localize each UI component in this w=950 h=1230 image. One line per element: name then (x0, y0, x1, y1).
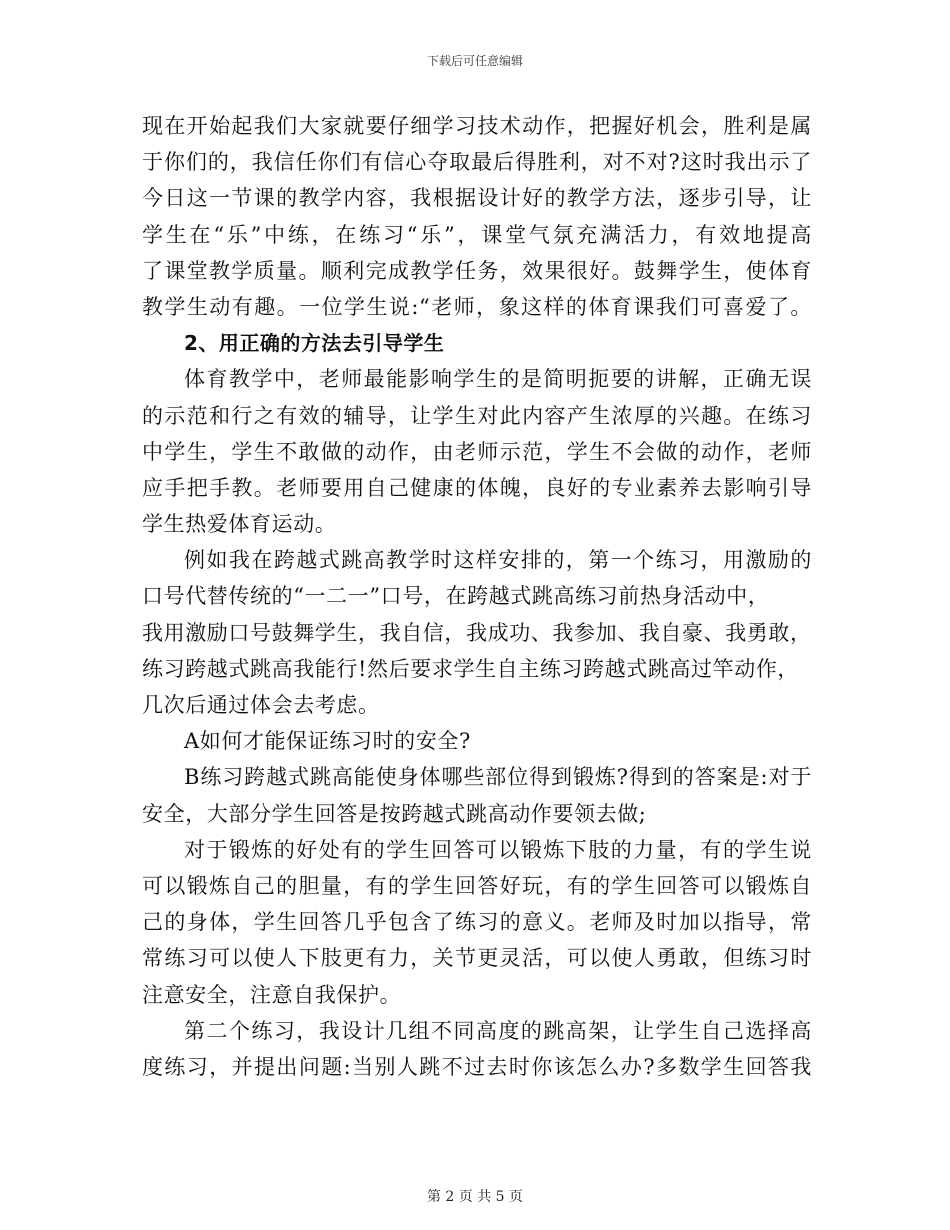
body-line: 注意安全，注意自我保护。 (142, 982, 402, 1007)
body-line: 学生在“乐”中练，在练习“乐”，课堂气氛充满活力，有效地提高 (142, 222, 812, 247)
body-line: 练习跨越式跳高我能行!然后要求学生自主练习跨越式跳高过竿动作， (142, 656, 800, 681)
body-line: 口号代替传统的“一二一”口号，在跨越式跳高练习前热身活动中， (142, 584, 770, 609)
body-line: A如何才能保证练习时的安全? (184, 729, 471, 754)
body-line: 第二个练习，我设计几组不同高度的跳高架，让学生自己选择高 (184, 1018, 812, 1043)
section-heading: 2、用正确的方法去引导学生 (184, 331, 445, 356)
body-line: 学生热爱体育运动。 (142, 512, 337, 537)
body-line: 的示范和行之有效的辅导，让学生对此内容产生浓厚的兴趣。在练习 (142, 403, 812, 428)
body-line: 教学生动有趣。一位学生说:“老师，象这样的体育课我们可喜爱了。 (142, 294, 812, 319)
body-line: 常练习可以使人下肢更有力，关节更灵活，可以使人勇敢，但练习时 (142, 946, 812, 971)
body-line: 中学生，学生不敢做的动作，由老师示范，学生不会做的动作，老师 (142, 439, 812, 464)
body-line: 己的身体，学生回答几乎包含了练习的意义。老师及时加以指导，常 (142, 910, 812, 935)
body-line: 我用激励口号鼓舞学生，我自信，我成功、我参加、我自豪、我勇敢， (142, 620, 812, 645)
body-line: B练习跨越式跳高能使身体哪些部位得到锻炼?得到的答案是:对于 (184, 765, 812, 790)
body-line: 度练习，并提出问题:当别人跳不过去时你该怎么办?多数学生回答我 (142, 1054, 812, 1079)
body-line: 安全，大部分学生回答是按跨越式跳高动作要领去做; (142, 801, 647, 826)
body-line: 今日这一节课的教学内容，我根据设计好的教学方法，逐步引导，让 (142, 186, 812, 211)
body-line: 了课堂教学质量。顺利完成教学任务，效果很好。鼓舞学生，使体育 (142, 258, 812, 283)
body-line: 例如我在跨越式跳高教学时这样安排的，第一个练习，用激励的 (184, 548, 812, 573)
body-line: 现在开始起我们大家就要仔细学习技术动作，把握好机会，胜利是属 (142, 114, 812, 138)
body-line: 应手把手教。老师要用自己健康的体魄，良好的专业素养去影响引导 (142, 475, 812, 500)
body-line: 几次后通过体会去考虑。 (142, 693, 380, 717)
body-line: 于你们的，我信任你们有信心夺取最后得胜利，对不对?这时我出示了 (142, 150, 812, 175)
body-line: 对于锻炼的好处有的学生回答可以锻炼下肢的力量，有的学生说 (184, 837, 812, 862)
body-line: 体育教学中，老师最能影响学生的是简明扼要的讲解，正确无误 (184, 367, 812, 392)
body-line: 可以锻炼自己的胆量，有的学生回答好玩，有的学生回答可以锻炼自 (142, 873, 812, 898)
page-header-note: 下载后可任意编辑 (426, 54, 523, 68)
document-body (142, 108, 812, 1085)
page-number: 第 2 页 共 5 页 (426, 1189, 524, 1205)
